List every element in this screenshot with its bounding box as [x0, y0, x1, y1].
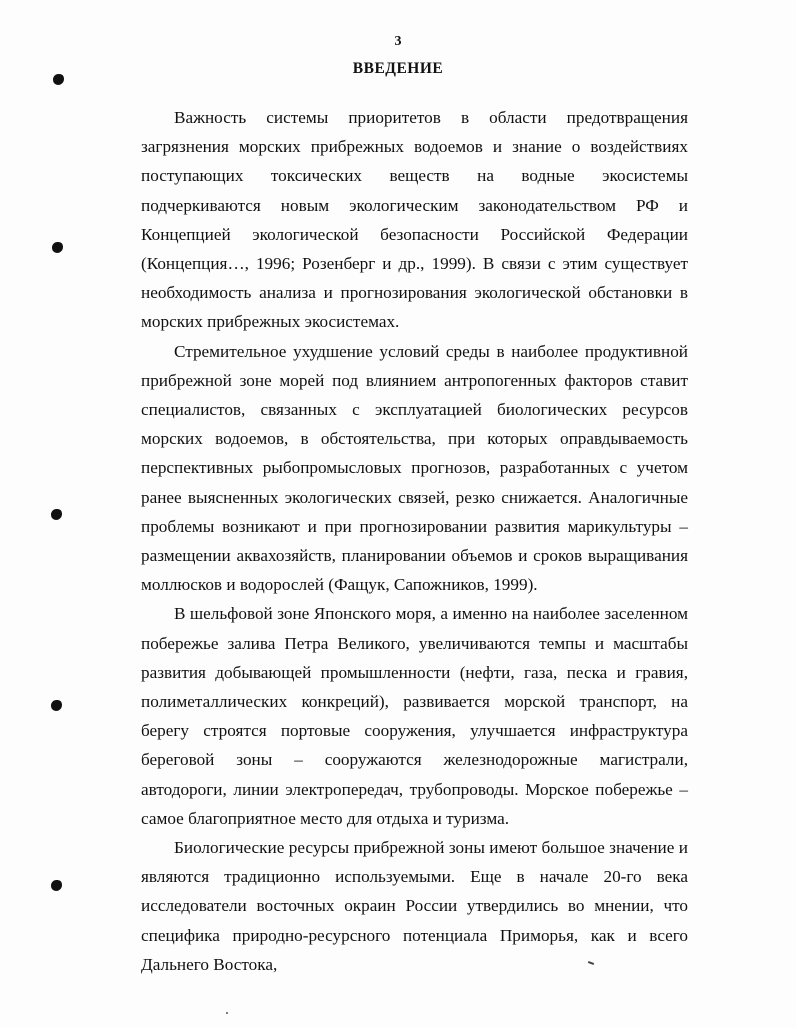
punch-hole-mark	[52, 242, 63, 253]
section-heading: ВВЕДЕНИЕ	[352, 60, 444, 77]
punch-hole-mark	[51, 509, 62, 520]
paragraph-2: Стремительное ухудшение условий среды в наиболее продуктивной прибрежной зоне морей под влиянием антропогенных факторов ставит специалистов, связанных с эксплуатацией биологических ресурсов морских водоемов, в обстоятельства, при которых оправдываемость перспективных рыбопромысловых прогнозов, разработанных с учетом ранее выясненных экологических связей, резко снижается. Аналогичные проблемы возникают и при прогнозировании развития марикультуры – размещении аквахозяйств, планировании объемов и сроков выращивания моллюсков и водорослей (Фащук, Сапожников, 1999).	[141, 341, 688, 595]
scan-dot	[226, 1012, 228, 1014]
body-text	[141, 103, 688, 979]
paragraph-4: Биологические ресурсы прибрежной зоны имеют большое значение и являются традиционно используемыми. Еще в начале 20-го века исследователи восточных окраин России утвердились во мнении, что специфика природно-ресурсного потенциала Приморья, как и всего Дальнего Востока,	[141, 838, 688, 974]
punch-hole-mark	[51, 880, 62, 891]
page-number: 3	[394, 34, 402, 49]
punch-hole-mark	[51, 700, 62, 711]
paragraph-1: Важность системы приоритетов в области предотвращения загрязнения морских прибрежных водоемов и знание о воздействиях поступающих токсических веществ на водные экосистемы подчеркиваются новым экологическим законодательством РФ и Концепцией экологической безопасности Российской Федерации (Концепция…, 1996; Розенберг и др., 1999). В связи с этим существует необходимость анализа и прогнозирования экологической обстановки в морских прибрежных экосистемах.	[141, 108, 688, 332]
paragraph-3: В шельфовой зоне Японского моря, а именно на наиболее заселенном побережье залива Петра Великого, увеличиваются темпы и масштабы развития добывающей промышленности (нефти, газа, песка и гравия, полиметаллических конкреций), развивается морской транспорт, на берегу строятся портовые сооружения, улучшается инфраструктура береговой зоны – сооружаются железнодорожные магистрали, автодороги, линии электропередач, трубопроводы. Морское побережье – самое благоприятное место для отдыха и туризма.	[141, 604, 688, 828]
punch-hole-mark	[53, 74, 64, 85]
